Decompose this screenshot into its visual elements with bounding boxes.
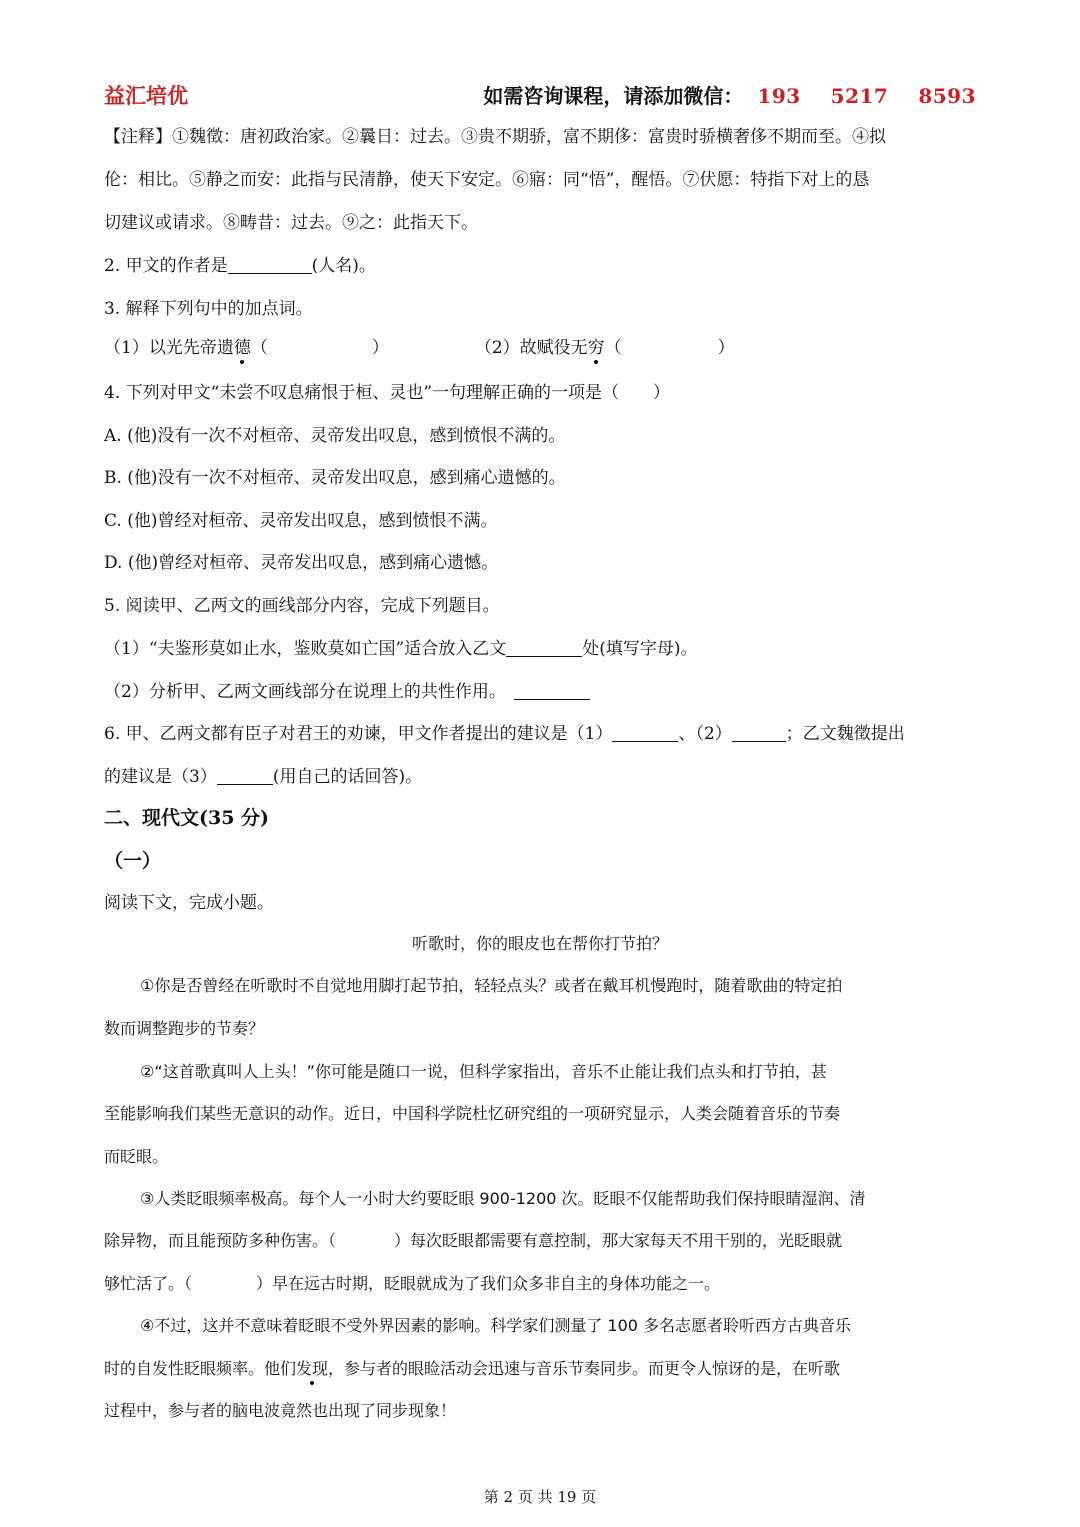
option-b[interactable]: B. (他)没有一次不对桓帝、灵帝发出叹息，感到痛心遗憾的。: [104, 468, 566, 488]
option-c[interactable]: C. (他)曾经对桓帝、灵帝发出叹息，感到愤恨不满。: [104, 511, 498, 531]
question-text: 处(填写字母)。: [582, 639, 698, 659]
question-text: （2）故赋役无: [474, 338, 588, 358]
reading-instruction: 阅读下文，完成小题。: [104, 893, 274, 913]
notes-line: 【注释】①魏徵：唐初政治家。②曩日：过去。③贵不期骄，富不期侈：富贵时骄横奢侈不期而至。④拟: [104, 127, 886, 147]
notes-line: 切建议或请求。⑧畴昔：过去。⑨之：此指天下。: [104, 213, 478, 233]
paren-close: ）: [717, 338, 735, 358]
answer-blank[interactable]: [217, 767, 273, 785]
article-line: 数而调整跑步的节奏？: [104, 1019, 265, 1038]
page-number: 第 2 页 共 19 页: [483, 1488, 597, 1506]
question-text: （1）“夫鉴形莫如止水，鉴败莫如亡国”适合放入乙文: [104, 639, 507, 659]
answer-blank[interactable]: [732, 724, 786, 742]
subsection-heading: （一）: [104, 850, 162, 872]
question-text: (用自己的话回答)。: [272, 767, 423, 787]
question-6: [104, 719, 976, 744]
article-text: ，参与者的眼睑活动会迅速与音乐节奏同步。而更令人惊讶的是，在听歌: [328, 1359, 841, 1378]
article-line: [104, 1356, 976, 1379]
article-line: 而眨眼。: [104, 1147, 169, 1166]
article-text: ）早在远古时期，眨眼就成为了我们众多非自主的身体功能之一。: [256, 1274, 721, 1293]
paren-open: （: [250, 338, 268, 358]
question-4-stem: 4. 下列对甲文“未尝不叹息痛恨于桓、灵也”一句理解正确的一项是（ ）: [104, 383, 671, 403]
question-5-sub1: [104, 634, 976, 659]
question-text: (人名)。: [311, 256, 376, 276]
question-3-items: [104, 333, 976, 358]
article-line: 至能影响我们某些无意识的动作。近日，中国科学院杜忆研究组的一项研究显示，人类会随着音乐的节奏: [104, 1104, 841, 1123]
question-2: [104, 251, 976, 276]
article-title: 听歌时，你的眼皮也在帮你打节拍？: [411, 934, 668, 953]
question-text: 、（2）: [678, 724, 732, 744]
wechat-number-part: 193: [757, 84, 801, 108]
option-a[interactable]: A. (他)没有一次不对桓帝、灵帝发出叹息，感到愤恨不满的。: [104, 426, 566, 446]
notes-line: 伦：相比。⑤静之而安：此指与民清静，使天下安定。⑥寤：同“悟”，醒悟。⑦伏愿：特指下对上的恳: [104, 170, 870, 190]
question-text: 2. 甲文的作者是: [104, 256, 228, 276]
contact-info: [483, 80, 976, 109]
question-text: （1）以光先帝遗: [104, 338, 234, 358]
article-line: ④不过，这并不意味着眨眼不受外界因素的影响。科学家们测量了 100 多名志愿者聆听西方古典音乐: [140, 1316, 852, 1335]
answer-blank[interactable]: [228, 256, 312, 274]
page-header: [104, 80, 976, 110]
wechat-number-part: 5217: [830, 84, 889, 108]
article-text: 时的自发性眨眼频率。他们: [104, 1359, 297, 1378]
article-line: ③人类眨眼频率极高。每个人一小时大约要眨眼 900-1200 次。眨眼不仅能帮助我们保持眼睛湿润、清: [140, 1189, 866, 1208]
question-6-line2: [104, 762, 976, 787]
contact-label: 如需咨询课程，请添加微信：: [483, 84, 744, 108]
answer-blank[interactable]: [612, 724, 678, 742]
wechat-number-part: 8593: [918, 84, 976, 108]
answer-blank[interactable]: [514, 682, 590, 700]
article-text: ）每次眨眼都需要有意控制，那大家每天不用干别的，光眨眼就: [394, 1231, 843, 1250]
article-text: 除异物，而且能预防多种伤害。（: [104, 1231, 337, 1250]
answer-blank[interactable]: [506, 639, 582, 657]
option-d[interactable]: D. (他)曾经对桓帝、灵帝发出叹息，感到痛心遗憾。: [104, 553, 499, 573]
article-line: ②“这首歌真叫人上头！”你可能是随口一说，但科学家指出，音乐不止能让我们点头和打节拍，甚: [140, 1062, 827, 1081]
section-heading: 二、现代文(35 分): [104, 807, 270, 829]
question-3-stem: 3. 解释下列句中的加点词。: [104, 299, 313, 319]
dotted-word: 穷: [588, 333, 605, 358]
article-line: [104, 1271, 976, 1294]
article-line: ①你是否曾经在听歌时不自觉地用脚打起节拍，轻轻点头？或者在戴耳机慢跑时，随着歌曲的特定拍: [140, 976, 843, 995]
article-text: 够忙活了。（: [104, 1274, 193, 1293]
dotted-word: 德: [234, 333, 251, 358]
question-5-sub2: [104, 677, 976, 702]
brand-name: 益汇培优: [104, 83, 188, 108]
question-5-stem: 5. 阅读甲、乙两文的画线部分内容，完成下列题目。: [104, 596, 500, 616]
question-text: 6. 甲、乙两文都有臣子对君王的劝谏，甲文作者提出的建议是（1）: [104, 724, 613, 744]
paren-close: ）: [371, 338, 389, 358]
question-text: ；乙文魏徵提出: [785, 724, 905, 744]
paren-open: （: [604, 338, 622, 358]
question-text: （2）分析甲、乙两文画线部分在说理上的共性作用。: [104, 682, 506, 702]
question-text: 的建议是（3）: [104, 767, 217, 787]
dotted-word: 发现: [296, 1356, 328, 1379]
article-line: [104, 1228, 976, 1251]
article-line: 过程中，参与者的脑电波竟然也出现了同步现象！: [104, 1401, 457, 1420]
